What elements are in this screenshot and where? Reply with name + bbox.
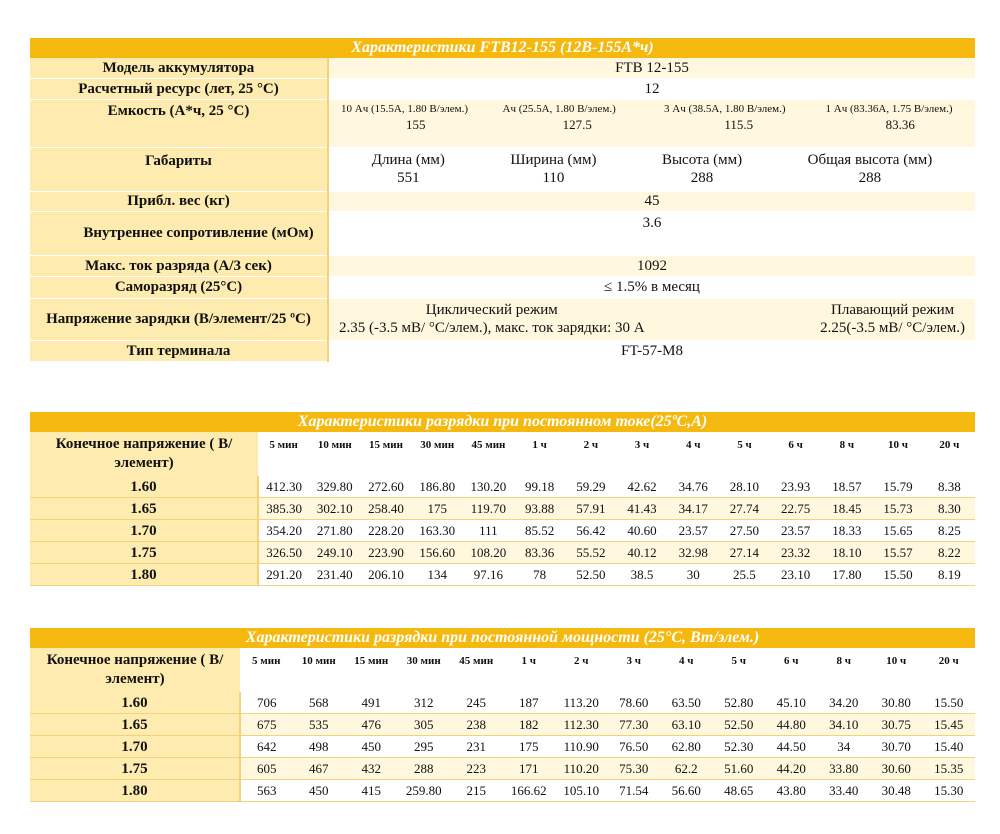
value-cell: 163.30 [412,520,463,542]
value-cell: 40.12 [616,542,667,564]
value-cell: 302.10 [309,498,360,520]
end-voltage-cell: 1.65 [30,498,258,520]
value-cell: 171 [503,758,556,780]
current-time-header: 4 ч [668,432,719,476]
table-row [30,692,975,714]
capacity-cond-2: Ач (25.5А, 1.80 В/элем.) [502,102,616,115]
value-cell: 23.57 [770,520,821,542]
value-cell: 175 [503,736,556,758]
value-cell: 99.18 [514,476,565,498]
power-discharge-table [30,628,975,802]
value-cell: 15.57 [872,542,923,564]
value-cell: 40.60 [616,520,667,542]
value-cell: 83.36 [514,542,565,564]
value-cell: 85.52 [514,520,565,542]
power-time-header: 15 мин [345,648,398,692]
value-cell: 56.60 [660,780,713,802]
value-cell: 568 [293,692,346,714]
value-cell: 18.33 [821,520,872,542]
end-voltage-cell: 1.75 [30,758,240,780]
current-time-header: 3 ч [616,432,667,476]
value-cell: 15.50 [923,692,976,714]
value-cell: 97.16 [463,564,514,586]
value-cell: 706 [240,692,293,714]
spec-title: Характеристики FTB12-155 (12В-155А*ч) [30,38,975,58]
value-cell: 76.50 [608,736,661,758]
current-time-header: 20 ч [924,432,975,476]
value-cell: 75.30 [608,758,661,780]
current-time-header: 10 мин [309,432,360,476]
value-cell: 93.88 [514,498,565,520]
lifetime-label: Расчетный ресурс (лет, 25 °С) [30,78,328,99]
value-cell: 34.20 [818,692,871,714]
power-time-header: 8 ч [818,648,871,692]
length-label: Длина (мм) [371,152,445,168]
capacity-cond-4: 1 Ач (83.36А, 1.75 В/элем.) [825,102,953,115]
value-cell: 113.20 [555,692,608,714]
capacity-cond-1: 10 Ач (15.5А, 1.80 В/элем.) [341,102,468,115]
value-cell: 8.19 [924,564,975,586]
current-time-header: 1 ч [514,432,565,476]
current-table-title: Характеристики разрядки при постоянном токе(25ºС,А) [30,412,975,432]
value-cell: 223 [450,758,503,780]
value-cell: 119.70 [463,498,514,520]
table-row [30,758,975,780]
value-cell: 312 [398,692,451,714]
value-cell: 272.60 [360,476,411,498]
power-time-header: 20 ч [923,648,976,692]
power-rows [30,692,975,802]
value-cell: 62.2 [660,758,713,780]
table-row [30,714,975,736]
value-cell: 156.60 [412,542,463,564]
value-cell: 231 [450,736,503,758]
value-cell: 59.29 [565,476,616,498]
value-cell: 134 [412,564,463,586]
value-cell: 18.45 [821,498,872,520]
dimensions-cell [328,147,975,191]
value-cell: 450 [293,780,346,802]
capacity-label: Емкость (А*ч, 25 °С) [30,99,328,147]
current-time-header: 5 мин [258,432,309,476]
value-cell: 18.10 [821,542,872,564]
end-voltage-cell: 1.60 [30,476,258,498]
max-current-label: Макс. ток разряда (А/3 сек) [30,255,328,276]
end-voltage-cell: 1.65 [30,714,240,736]
table-row [30,564,975,586]
value-cell: 110.90 [555,736,608,758]
end-voltage-cell: 1.80 [30,780,240,802]
value-cell: 450 [345,736,398,758]
value-cell: 52.80 [713,692,766,714]
current-time-header: 8 ч [821,432,872,476]
float-mode-value: 2.25(-3.5 мВ/ °С/элем.) [820,320,965,336]
value-cell: 34 [818,736,871,758]
power-time-header: 10 ч [870,648,923,692]
value-cell: 326.50 [258,542,309,564]
table-row [30,542,975,564]
total-height-label: Общая высота (мм) [807,152,933,168]
value-cell: 22.75 [770,498,821,520]
value-cell: 27.14 [719,542,770,564]
value-cell: 23.57 [668,520,719,542]
power-time-header: 10 мин [293,648,346,692]
value-cell: 8.22 [924,542,975,564]
value-cell: 77.30 [608,714,661,736]
value-cell: 412.30 [258,476,309,498]
value-cell: 34.76 [668,476,719,498]
value-cell: 354.20 [258,520,309,542]
value-cell: 187 [503,692,556,714]
value-cell: 675 [240,714,293,736]
value-cell: 78.60 [608,692,661,714]
capacity-value-1: 155 [406,116,426,132]
value-cell: 52.50 [713,714,766,736]
value-cell: 291.20 [258,564,309,586]
spec-table [30,38,975,362]
value-cell: 30.75 [870,714,923,736]
power-time-header: 5 ч [713,648,766,692]
weight-label: Прибл. вес (кг) [30,191,328,211]
capacity-value-4: 83.36 [885,116,915,132]
value-cell: 15.40 [923,736,976,758]
value-cell: 15.79 [872,476,923,498]
value-cell: 44.20 [765,758,818,780]
value-cell: 30.80 [870,692,923,714]
value-cell: 476 [345,714,398,736]
current-discharge-table [30,412,975,586]
value-cell: 432 [345,758,398,780]
capacity-value-2: 127.5 [562,116,592,132]
resistance-value: 3.6 [328,211,975,255]
table-row [30,520,975,542]
charge-voltage-cell [328,298,975,340]
end-voltage-cell: 1.70 [30,520,258,542]
value-cell: 175 [412,498,463,520]
width-label: Ширина (мм) [510,152,597,168]
power-time-header: 30 мин [398,648,451,692]
value-cell: 34.10 [818,714,871,736]
current-time-header: 2 ч [565,432,616,476]
value-cell: 48.65 [713,780,766,802]
length-value: 551 [397,170,420,186]
value-cell: 33.80 [818,758,871,780]
current-time-header: 45 мин [463,432,514,476]
value-cell: 34.17 [668,498,719,520]
value-cell: 32.98 [668,542,719,564]
value-cell: 642 [240,736,293,758]
current-time-header: 15 мин [360,432,411,476]
table-row [30,476,975,498]
value-cell: 15.30 [923,780,976,802]
self-discharge-label: Саморазряд (25°С) [30,276,328,298]
power-time-header: 1 ч [503,648,556,692]
value-cell: 605 [240,758,293,780]
value-cell: 78 [514,564,565,586]
value-cell: 228.20 [360,520,411,542]
value-cell: 206.10 [360,564,411,586]
value-cell: 415 [345,780,398,802]
lifetime-value: 12 [328,78,975,99]
value-cell: 231.40 [309,564,360,586]
end-voltage-cell: 1.80 [30,564,258,586]
value-cell: 45.10 [765,692,818,714]
value-cell: 51.60 [713,758,766,780]
value-cell: 30 [668,564,719,586]
value-cell: 111 [463,520,514,542]
power-time-header: 45 мин [450,648,503,692]
value-cell: 295 [398,736,451,758]
terminal-label: Тип терминала [30,340,328,361]
value-cell: 385.30 [258,498,309,520]
power-time-header: 2 ч [555,648,608,692]
capacity-cond-3: 3 Ач (38.5А, 1.80 В/элем.) [664,102,786,115]
current-time-header: 30 мин [412,432,463,476]
value-cell: 17.80 [821,564,872,586]
model-value: FTB 12-155 [328,58,975,78]
total-height-value: 288 [858,170,882,186]
value-cell: 8.30 [924,498,975,520]
value-cell: 27.74 [719,498,770,520]
value-cell: 223.90 [360,542,411,564]
value-cell: 57.91 [565,498,616,520]
current-voltage-header: Конечное напряжение ( В/элемент) [30,432,258,476]
value-cell: 130.20 [463,476,514,498]
weight-value: 45 [328,191,975,211]
value-cell: 18.57 [821,476,872,498]
power-time-header: 6 ч [765,648,818,692]
table-row [30,736,975,758]
value-cell: 238 [450,714,503,736]
value-cell: 38.5 [616,564,667,586]
width-value: 110 [542,170,565,186]
value-cell: 52.50 [565,564,616,586]
value-cell: 55.52 [565,542,616,564]
value-cell: 27.50 [719,520,770,542]
current-time-header: 6 ч [770,432,821,476]
value-cell: 498 [293,736,346,758]
value-cell: 259.80 [398,780,451,802]
value-cell: 8.25 [924,520,975,542]
value-cell: 23.10 [770,564,821,586]
max-current-value: 1092 [328,255,975,276]
value-cell: 15.50 [872,564,923,586]
value-cell: 56.42 [565,520,616,542]
value-cell: 63.10 [660,714,713,736]
end-voltage-cell: 1.75 [30,542,258,564]
power-time-header: 5 мин [240,648,293,692]
value-cell: 30.48 [870,780,923,802]
terminal-value: FT-57-M8 [328,340,975,361]
value-cell: 186.80 [412,476,463,498]
resistance-label: Внутреннее сопротивление (мОм) [30,211,328,255]
value-cell: 182 [503,714,556,736]
power-time-header: 4 ч [660,648,713,692]
value-cell: 305 [398,714,451,736]
value-cell: 62.80 [660,736,713,758]
value-cell: 44.50 [765,736,818,758]
value-cell: 215 [450,780,503,802]
end-voltage-cell: 1.70 [30,736,240,758]
value-cell: 15.73 [872,498,923,520]
capacity-cell [328,99,975,147]
value-cell: 30.70 [870,736,923,758]
value-cell: 249.10 [309,542,360,564]
value-cell: 71.54 [608,780,661,802]
value-cell: 535 [293,714,346,736]
value-cell: 23.93 [770,476,821,498]
value-cell: 15.35 [923,758,976,780]
value-cell: 563 [240,780,293,802]
value-cell: 467 [293,758,346,780]
value-cell: 105.10 [555,780,608,802]
height-value: 288 [690,170,714,186]
value-cell: 44.80 [765,714,818,736]
cyclic-mode-title: Циклический режим [425,302,558,318]
dimensions-label: Габариты [30,147,328,191]
current-time-header: 5 ч [719,432,770,476]
charge-voltage-label: Напряжение зарядки (В/элемент/25 ºС) [30,298,328,340]
value-cell: 271.80 [309,520,360,542]
value-cell: 329.80 [309,476,360,498]
float-mode-title: Плавающий режим [831,302,955,318]
value-cell: 8.38 [924,476,975,498]
value-cell: 43.80 [765,780,818,802]
value-cell: 15.65 [872,520,923,542]
value-cell: 30.60 [870,758,923,780]
value-cell: 42.62 [616,476,667,498]
value-cell: 258.40 [360,498,411,520]
value-cell: 108.20 [463,542,514,564]
value-cell: 63.50 [660,692,713,714]
height-label: Высота (мм) [661,152,743,168]
value-cell: 288 [398,758,451,780]
current-rows [30,476,975,586]
value-cell: 15.45 [923,714,976,736]
value-cell: 52.30 [713,736,766,758]
value-cell: 245 [450,692,503,714]
value-cell: 23.32 [770,542,821,564]
current-time-header: 10 ч [872,432,923,476]
power-table-title: Характеристики разрядки при постоянной мощности (25°С, Вт/элем.) [30,628,975,648]
value-cell: 28.10 [719,476,770,498]
value-cell: 41.43 [616,498,667,520]
value-cell: 112.30 [555,714,608,736]
power-time-header: 3 ч [608,648,661,692]
value-cell: 33.40 [818,780,871,802]
value-cell: 491 [345,692,398,714]
cyclic-mode-value: 2.35 (-3.5 мВ/ °С/элем.), макс. ток зарядки: 30 А [339,320,645,336]
value-cell: 166.62 [503,780,556,802]
value-cell: 110.20 [555,758,608,780]
table-row [30,498,975,520]
power-voltage-header: Конечное напряжение ( В/элемент) [30,648,240,692]
table-row [30,780,975,802]
end-voltage-cell: 1.60 [30,692,240,714]
value-cell: 25.5 [719,564,770,586]
capacity-value-3: 115.5 [724,116,754,132]
model-label: Модель аккумулятора [30,58,328,78]
self-discharge-value: ≤ 1.5% в месяц [328,276,975,298]
